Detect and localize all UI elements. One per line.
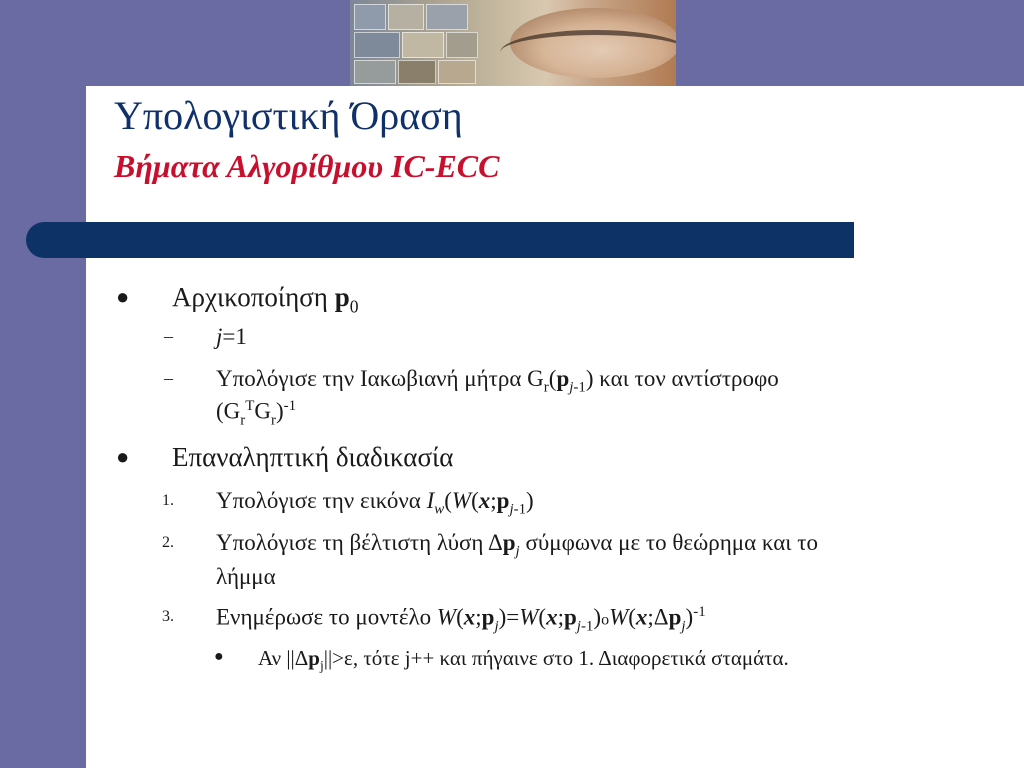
text-span: (: [548, 366, 557, 391]
p-symbol: p: [668, 604, 682, 630]
p-symbol: p: [334, 282, 350, 312]
p-symbol: p: [563, 604, 577, 630]
text-span: Αν ||Δ: [258, 646, 309, 670]
bullet-dot: ●: [214, 648, 224, 665]
text-span: ;: [557, 604, 564, 630]
x-symbol: x: [546, 604, 558, 630]
text-span: ) και τον αντίστροφο: [585, 366, 779, 391]
W-symbol: W: [451, 488, 472, 513]
text-span: ||>ε, τότε j++ και πήγαινε στο 1. Διαφορετικά σταμάτα.: [323, 646, 789, 670]
W-symbol: W: [609, 604, 629, 630]
step-number: 1.: [162, 492, 174, 509]
subscript: j: [576, 618, 581, 635]
subscript: -1: [580, 618, 594, 635]
step-text-line2: λήμμα: [216, 564, 276, 589]
composition-symbol: o: [601, 611, 610, 629]
text-span: Ενημέρωσε το μοντέλο: [216, 604, 437, 630]
text-span: ;Δ: [647, 604, 669, 630]
x-symbol: x: [463, 604, 476, 630]
text-span: (: [538, 604, 547, 630]
subscript: j: [319, 658, 324, 674]
bullet-dot: ●: [116, 444, 130, 469]
text-span: ): [526, 488, 534, 513]
subscript: w: [434, 501, 445, 518]
dash-marker: –: [164, 326, 173, 346]
text-span: ): [593, 604, 602, 630]
text-span: ;: [490, 488, 497, 513]
text-span: Υπολόγισε την εικόνα: [216, 488, 427, 513]
text-span: ): [276, 398, 284, 424]
text-span: ): [685, 604, 694, 630]
p-symbol: p: [502, 530, 516, 555]
text-span: (: [456, 604, 464, 630]
p-symbol: p: [308, 646, 320, 670]
subitem-text: [216, 366, 779, 397]
text-span: (: [444, 488, 452, 513]
text-span: =1: [222, 324, 247, 349]
text-span: Υπολόγισε την Ιακωβιανή μήτρα G: [216, 366, 544, 391]
step-text: [216, 604, 706, 635]
superscript: T: [245, 398, 255, 414]
subitem-text: [216, 324, 247, 350]
subscript: -1: [573, 379, 586, 396]
step-number: 2.: [162, 534, 174, 551]
slide-title: Υπολογιστική Όραση: [114, 93, 463, 138]
p-symbol: p: [496, 488, 510, 513]
p-symbol: p: [556, 366, 570, 391]
step-text: [216, 488, 534, 519]
subitem-text-line2: [216, 398, 296, 429]
dash-marker: –: [164, 368, 173, 388]
subscript: r: [543, 379, 549, 396]
x-symbol: x: [478, 488, 491, 513]
superscript: -1: [693, 604, 706, 620]
text-span: (G: [216, 398, 241, 424]
bullet-text: [172, 282, 358, 317]
text-span: (: [471, 488, 479, 513]
subscript: -1: [513, 501, 527, 518]
text-span: Υπολόγισε τη βέλτιστη λύση Δ: [216, 530, 503, 555]
text-span: Αρχικοποίηση: [172, 282, 335, 312]
text-span: (: [628, 604, 636, 630]
subscript: j: [681, 618, 686, 635]
bullet-dot: ●: [116, 284, 130, 309]
subscript: r: [240, 412, 246, 429]
p-symbol: p: [481, 604, 495, 630]
text-span: ;: [475, 604, 482, 630]
subscript: r: [271, 412, 276, 429]
subscript: j: [569, 379, 574, 396]
subscript: j: [509, 501, 514, 518]
subscript: j: [494, 618, 499, 635]
text-span: )=: [498, 604, 520, 630]
slide-subtitle: Βήματα Αλγορίθμου IC-ECC: [114, 148, 500, 184]
superscript: -1: [283, 398, 297, 414]
j-symbol: j: [216, 324, 223, 349]
bullet-text: Επαναληπτική διαδικασία: [172, 442, 454, 472]
step-text: [216, 530, 818, 561]
text-span: G: [254, 398, 272, 424]
x-symbol: x: [635, 604, 648, 630]
condition-text: [258, 646, 789, 674]
step-number: 3.: [162, 608, 174, 625]
subscript: 0: [349, 296, 359, 317]
subscript: j: [515, 543, 520, 560]
W-symbol: W: [436, 604, 457, 630]
text-span: σύμφωνα με το θεώρημα και το: [519, 530, 818, 555]
W-symbol: W: [519, 604, 539, 630]
I-symbol: I: [426, 488, 435, 513]
